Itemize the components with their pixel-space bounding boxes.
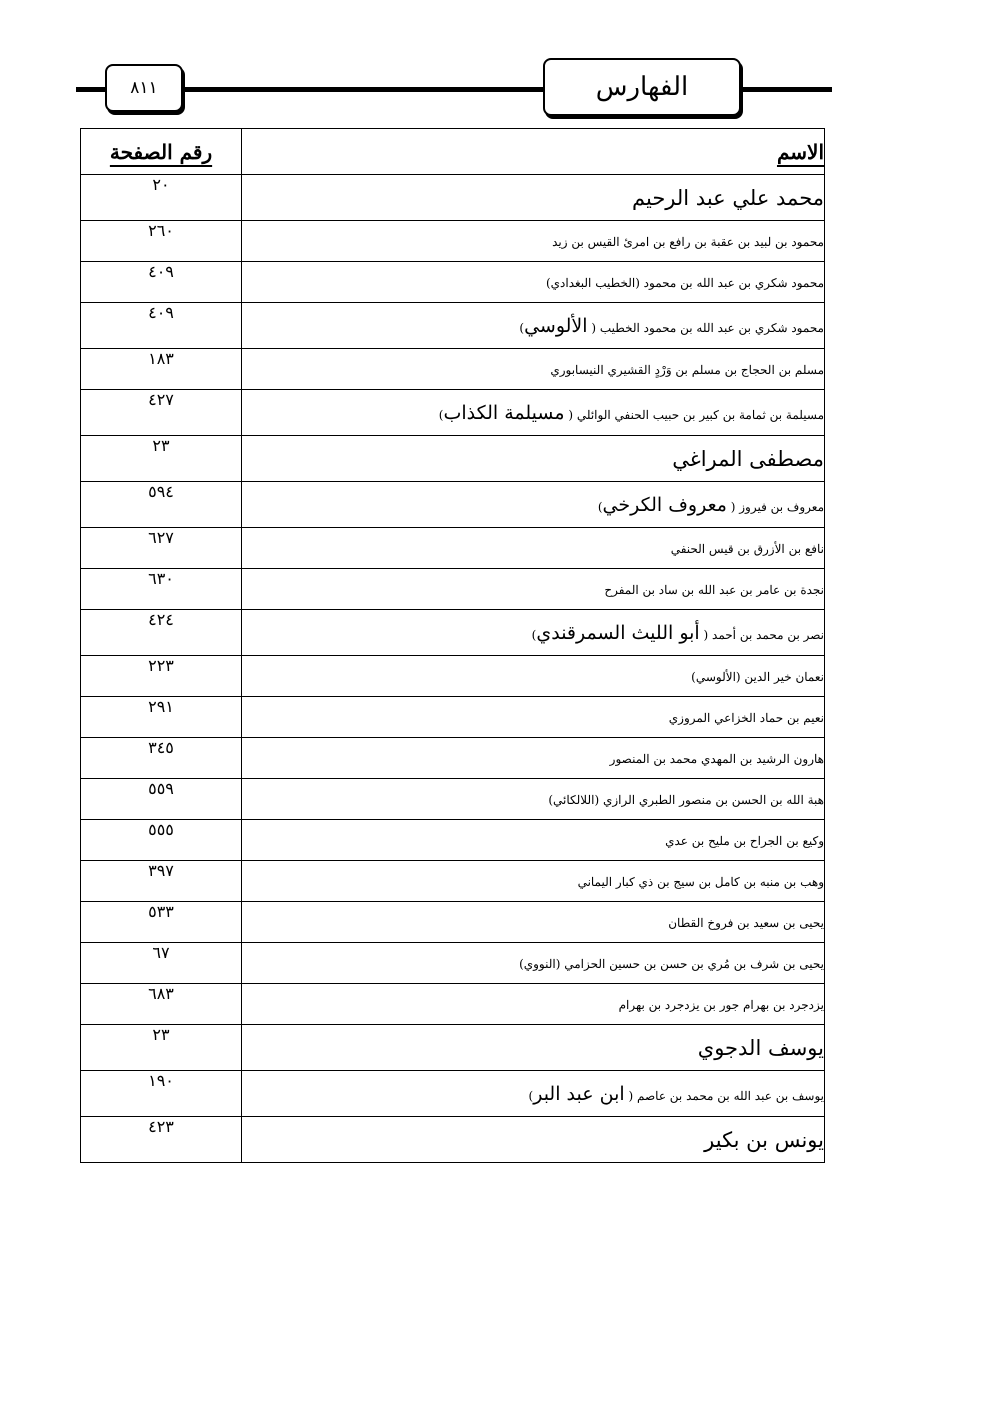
- page-number-box: [105, 64, 183, 112]
- entry-name: [242, 436, 825, 482]
- table-header-row: [81, 129, 825, 175]
- entry-name-text: هارون الرشيد بن المهدي محمد بن المنصور: [609, 752, 824, 766]
- table-row: [81, 262, 825, 303]
- entry-page: ٥٥٥: [81, 820, 242, 861]
- entry-name: [242, 943, 825, 984]
- entry-name: [242, 528, 825, 569]
- entry-name-text: معروف بن فيروز (: [730, 499, 824, 514]
- entry-page: ٥٥٩: [81, 779, 242, 820]
- table-row: [81, 820, 825, 861]
- entry-name-text: محمود بن لبيد بن عقبة بن رافع بن امرئ القيس بن زيد: [552, 235, 824, 249]
- table-row: [81, 569, 825, 610]
- entry-name: [242, 902, 825, 943]
- entry-name: [242, 1117, 825, 1163]
- entry-name: [242, 697, 825, 738]
- entry-name-text: هبة الله بن الحسن بن منصور الطبري الرازي (اللالكائي): [548, 793, 824, 807]
- entry-page: ٢٣: [81, 1025, 242, 1071]
- entry-name-emphasis: مسيلمة الكذاب: [443, 401, 565, 424]
- table-row: [81, 779, 825, 820]
- entry-name-text: محمود شكري بن عبد الله بن محمود الخطيب (: [591, 320, 824, 335]
- entry-name: [242, 779, 825, 820]
- entry-name-emphasis: معروف الكرخي: [602, 493, 727, 516]
- entry-name: [242, 656, 825, 697]
- table-row: [81, 861, 825, 902]
- entry-name-text: مصطفى المراغي: [672, 446, 824, 471]
- entry-name-tail: ): [528, 1088, 534, 1103]
- entry-page: ٢٣: [81, 436, 242, 482]
- entry-name-text: نعمان خير الدين (الألوسي): [691, 670, 824, 684]
- entry-page: ٦٣٠: [81, 569, 242, 610]
- table-row: [81, 1071, 825, 1117]
- entry-name-text: محمود شكري بن عبد الله بن محمود (الخطيب البغدادي): [545, 276, 824, 290]
- entry-page: ٦٧: [81, 943, 242, 984]
- entry-name: [242, 861, 825, 902]
- entry-name-text: يحيى بن شرف بن مُري بن حسن بن حسين الحزامي (النووي): [519, 957, 824, 971]
- column-header-page: رقم الصفحة: [81, 129, 242, 175]
- entry-name-text: وكيع بن الجراح بن مليح بن عدي: [665, 834, 824, 848]
- entry-name-text: يزدجرد بن بهرام جور بن يزدجرد بن بهرام: [618, 998, 824, 1012]
- entry-page: ٤٠٩: [81, 262, 242, 303]
- entry-name-emphasis: الألوسي: [524, 314, 588, 337]
- entry-name-emphasis: ابن عبد البر: [533, 1082, 625, 1105]
- entry-page: ٤٠٩: [81, 303, 242, 349]
- page-number: ٨١١: [130, 78, 158, 98]
- entry-name: [242, 390, 825, 436]
- table-row: [81, 902, 825, 943]
- entry-page: ٥٣٣: [81, 902, 242, 943]
- entry-name: [242, 610, 825, 656]
- entry-name-tail: ): [597, 499, 603, 514]
- entry-page: ٣٤٥: [81, 738, 242, 779]
- table-row: [81, 610, 825, 656]
- entry-name: [242, 984, 825, 1025]
- entry-page: ٤٢٤: [81, 610, 242, 656]
- table-row: [81, 984, 825, 1025]
- entry-name-text: مسيلمة بن ثمامة بن كبير بن حبيب الحنفي الوائلي (: [568, 407, 824, 422]
- table-row: [81, 1117, 825, 1163]
- entry-name-tail: ): [438, 407, 444, 422]
- entry-name-emphasis: أبو الليث السمرقندي: [536, 621, 700, 644]
- entry-page: ٢٠: [81, 175, 242, 221]
- entry-name-text: مسلم بن الحجاج بن مسلم بن وَرْدٍ القشيري النيسابوري: [550, 363, 824, 377]
- entry-name: [242, 1025, 825, 1071]
- entry-name-text: نافع بن الأزرق بن قيس الحنفي: [670, 542, 824, 556]
- entry-name: [242, 175, 825, 221]
- entry-name-text: وهب بن منبه بن كامل بن سيج بن ذي كبار اليماني: [577, 875, 824, 889]
- entry-page: ٢٩١: [81, 697, 242, 738]
- entry-page: ٣٩٧: [81, 861, 242, 902]
- entry-name-text: يونس بن بكير: [704, 1127, 824, 1152]
- table-row: [81, 943, 825, 984]
- index-table: [80, 128, 825, 1163]
- entry-name-text: يوسف الدجوي: [697, 1035, 824, 1060]
- table-row: [81, 697, 825, 738]
- table-row: [81, 1025, 825, 1071]
- entry-page: ٦٢٧: [81, 528, 242, 569]
- entry-name: [242, 482, 825, 528]
- entry-name: [242, 1071, 825, 1117]
- entry-name: [242, 820, 825, 861]
- entry-name: [242, 303, 825, 349]
- entry-name-tail: ): [519, 320, 525, 335]
- table-row: [81, 390, 825, 436]
- entry-page: ٢٦٠: [81, 221, 242, 262]
- entry-page: ٢٢٣: [81, 656, 242, 697]
- entry-page: ١٨٣: [81, 349, 242, 390]
- table-row: [81, 436, 825, 482]
- column-header-name: الاسم: [242, 129, 825, 175]
- table-row: [81, 349, 825, 390]
- entry-name-text: يوسف بن عبد الله بن محمد بن عاصم (: [628, 1088, 824, 1103]
- table-row: [81, 221, 825, 262]
- entry-name-text: نعيم بن حماد الخزاعي المروزي: [668, 711, 824, 725]
- entry-page: ٤٢٣: [81, 1117, 242, 1163]
- entry-page: ٦٨٣: [81, 984, 242, 1025]
- table-row: [81, 175, 825, 221]
- table-row: [81, 482, 825, 528]
- table-row: [81, 528, 825, 569]
- entry-name-text: نصر بن محمد بن أحمد (: [703, 627, 824, 642]
- entry-page: ٤٢٧: [81, 390, 242, 436]
- table-row: [81, 738, 825, 779]
- section-title-box: [543, 58, 741, 116]
- entry-name-text: نجدة بن عامر بن عبد الله بن ساد بن المفرح: [604, 583, 824, 597]
- entry-page: ٥٩٤: [81, 482, 242, 528]
- section-title: الفهارس: [595, 72, 689, 102]
- entry-name: [242, 738, 825, 779]
- entry-name: [242, 221, 825, 262]
- table-row: [81, 656, 825, 697]
- table-row: [81, 303, 825, 349]
- entry-page: ١٩٠: [81, 1071, 242, 1117]
- entry-name: [242, 262, 825, 303]
- entry-name: [242, 349, 825, 390]
- entry-name-text: محمد علي عبد الرحيم: [632, 185, 824, 210]
- entry-name: [242, 569, 825, 610]
- entry-name-tail: ): [531, 627, 537, 642]
- entry-name-text: يحيى بن سعيد بن فروخ القطان: [668, 916, 824, 930]
